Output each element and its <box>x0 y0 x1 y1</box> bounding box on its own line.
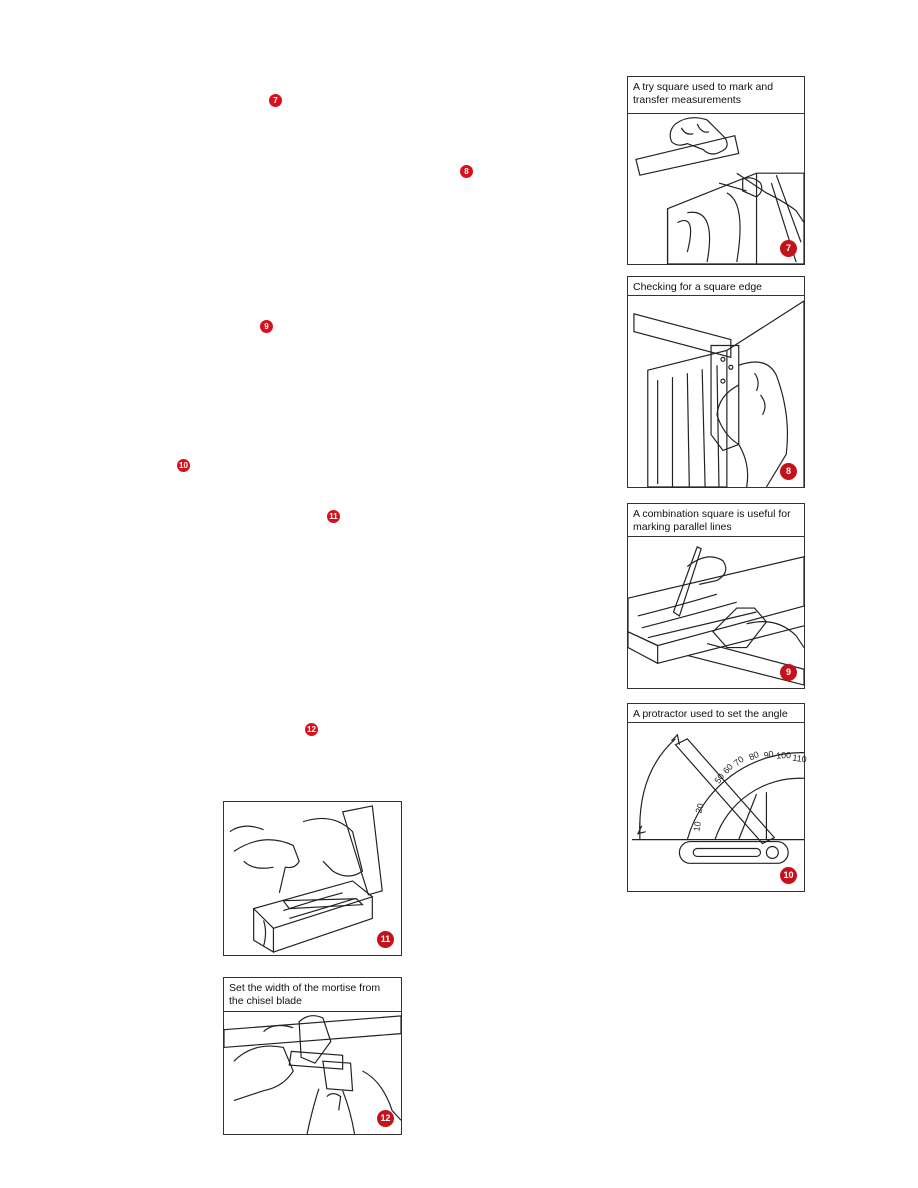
scale-label-80: 80 <box>747 749 761 763</box>
protractor-illustration <box>628 723 808 891</box>
figure-7 <box>627 76 805 265</box>
scale-label-90: 90 <box>762 748 775 761</box>
combination-square-illustration <box>628 537 804 688</box>
figure-7-caption: A try square used to mark and transfer measurements <box>628 77 804 114</box>
figure-10-number: 10 <box>780 867 797 884</box>
figure-11-number: 11 <box>377 931 394 948</box>
chisel-blade-illustration <box>224 1012 401 1134</box>
scale-label-20: 20 <box>693 802 706 815</box>
figure-marker-11: 11 <box>327 510 340 523</box>
figure-12 <box>223 977 402 1135</box>
figure-12-number: 12 <box>377 1110 394 1127</box>
figure-marker-10: 10 <box>177 459 190 472</box>
figure-9-caption: A combination square is useful for marking parallel lines <box>628 504 804 537</box>
figure-8-number: 8 <box>780 463 797 480</box>
scale-label-70: 70 <box>731 754 746 769</box>
figure-7-number: 7 <box>780 240 797 257</box>
figure-10-caption: A protractor used to set the angle <box>628 704 804 723</box>
scale-label-10: 10 <box>691 820 703 833</box>
square-edge-illustration <box>628 296 804 487</box>
scale-label-100: 100 <box>776 750 792 761</box>
scale-label-110: 110 <box>791 752 808 765</box>
figure-12-caption: Set the width of the mortise from the chisel blade <box>224 978 401 1012</box>
try-square-illustration <box>628 114 804 264</box>
figure-10 <box>627 703 808 892</box>
marking-gauge-illustration <box>224 802 401 955</box>
figure-marker-12: 12 <box>305 723 318 736</box>
figure-8-caption: Checking for a square edge <box>628 277 804 296</box>
figure-marker-7: 7 <box>269 94 282 107</box>
figure-8 <box>627 276 805 488</box>
figure-marker-9: 9 <box>260 320 273 333</box>
scale-label-50: 50 <box>712 771 727 786</box>
figure-9 <box>627 503 805 689</box>
figure-11 <box>223 801 402 956</box>
scale-label-60: 60 <box>720 761 735 776</box>
figure-marker-8: 8 <box>460 165 473 178</box>
figure-9-number: 9 <box>780 664 797 681</box>
